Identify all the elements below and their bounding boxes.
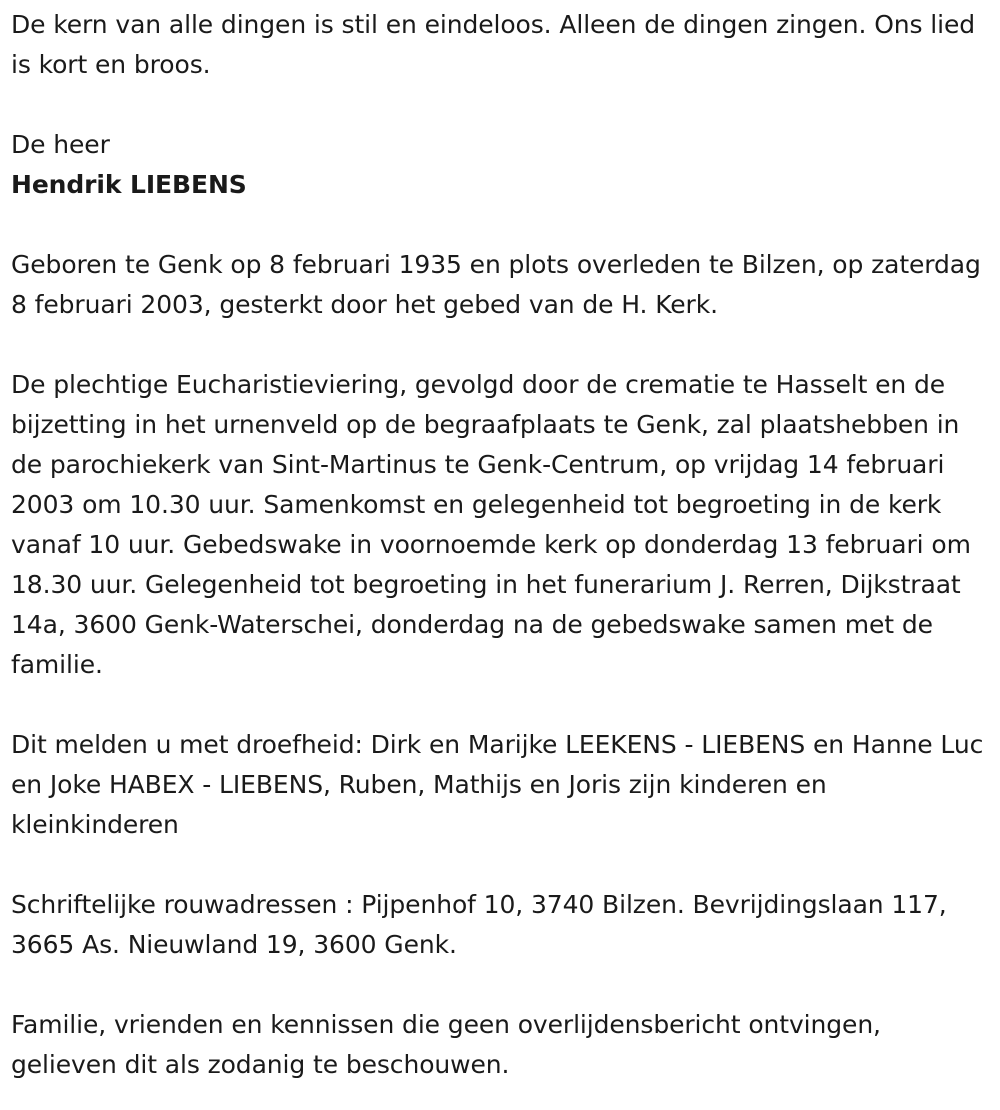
- opening-quote: De kern van alle dingen is stil en eindeloos. Alleen de dingen zingen. Ons lied is kort en broos.: [11, 10, 976, 79]
- announcement-paragraph: Dit melden u met droefheid: Dirk en Marijke LEEKENS - LIEBENS en Hanne Luc en Joke HABEX - LIEBENS, Ruben, Mathijs en Joris zijn kinderen en kleinkinderen: [11, 730, 984, 839]
- ceremony-paragraph: De plechtige Eucharistieviering, gevolgd door de crematie te Hasselt en de bijzetting in het urnenveld op de begraafplaats te Genk, zal plaatshebben in de parochiekerk van Sint-Martinus te Genk-Centrum, op vrijdag 14 februari 2003 om 10.30 uur. Samenkomst en gelegenheid tot begroeting in de kerk vanaf 10 uur. Gebedswake in voornoemde kerk op donderdag 13 februari om 18.30 uur. Gelegenheid tot begroeting in het funerarium J. Rerren, Dijkstraat 14a, 3600 Genk-Waterschei, donderdag na de gebedswake samen met de familie.: [11, 370, 971, 679]
- deceased-name: Hendrik LIEBENS: [11, 170, 247, 199]
- addresses-paragraph: Schriftelijke rouwadressen : Pijpenhof 10, 3740 Bilzen. Bevrijdingslaan 117, 3665 As. Nieuwland 19, 3600 Genk.: [11, 890, 947, 959]
- title-prefix: De heer: [11, 130, 110, 159]
- closing-paragraph: Familie, vrienden en kennissen die geen overlijdensbericht ontvingen, gelieven dit als zodanig te beschouwen.: [11, 1010, 881, 1079]
- birth-death-paragraph: Geboren te Genk op 8 februari 1935 en plots overleden te Bilzen, op zaterdag 8 februari 2003, gesterkt door het gebed van de H. Kerk.: [11, 250, 981, 319]
